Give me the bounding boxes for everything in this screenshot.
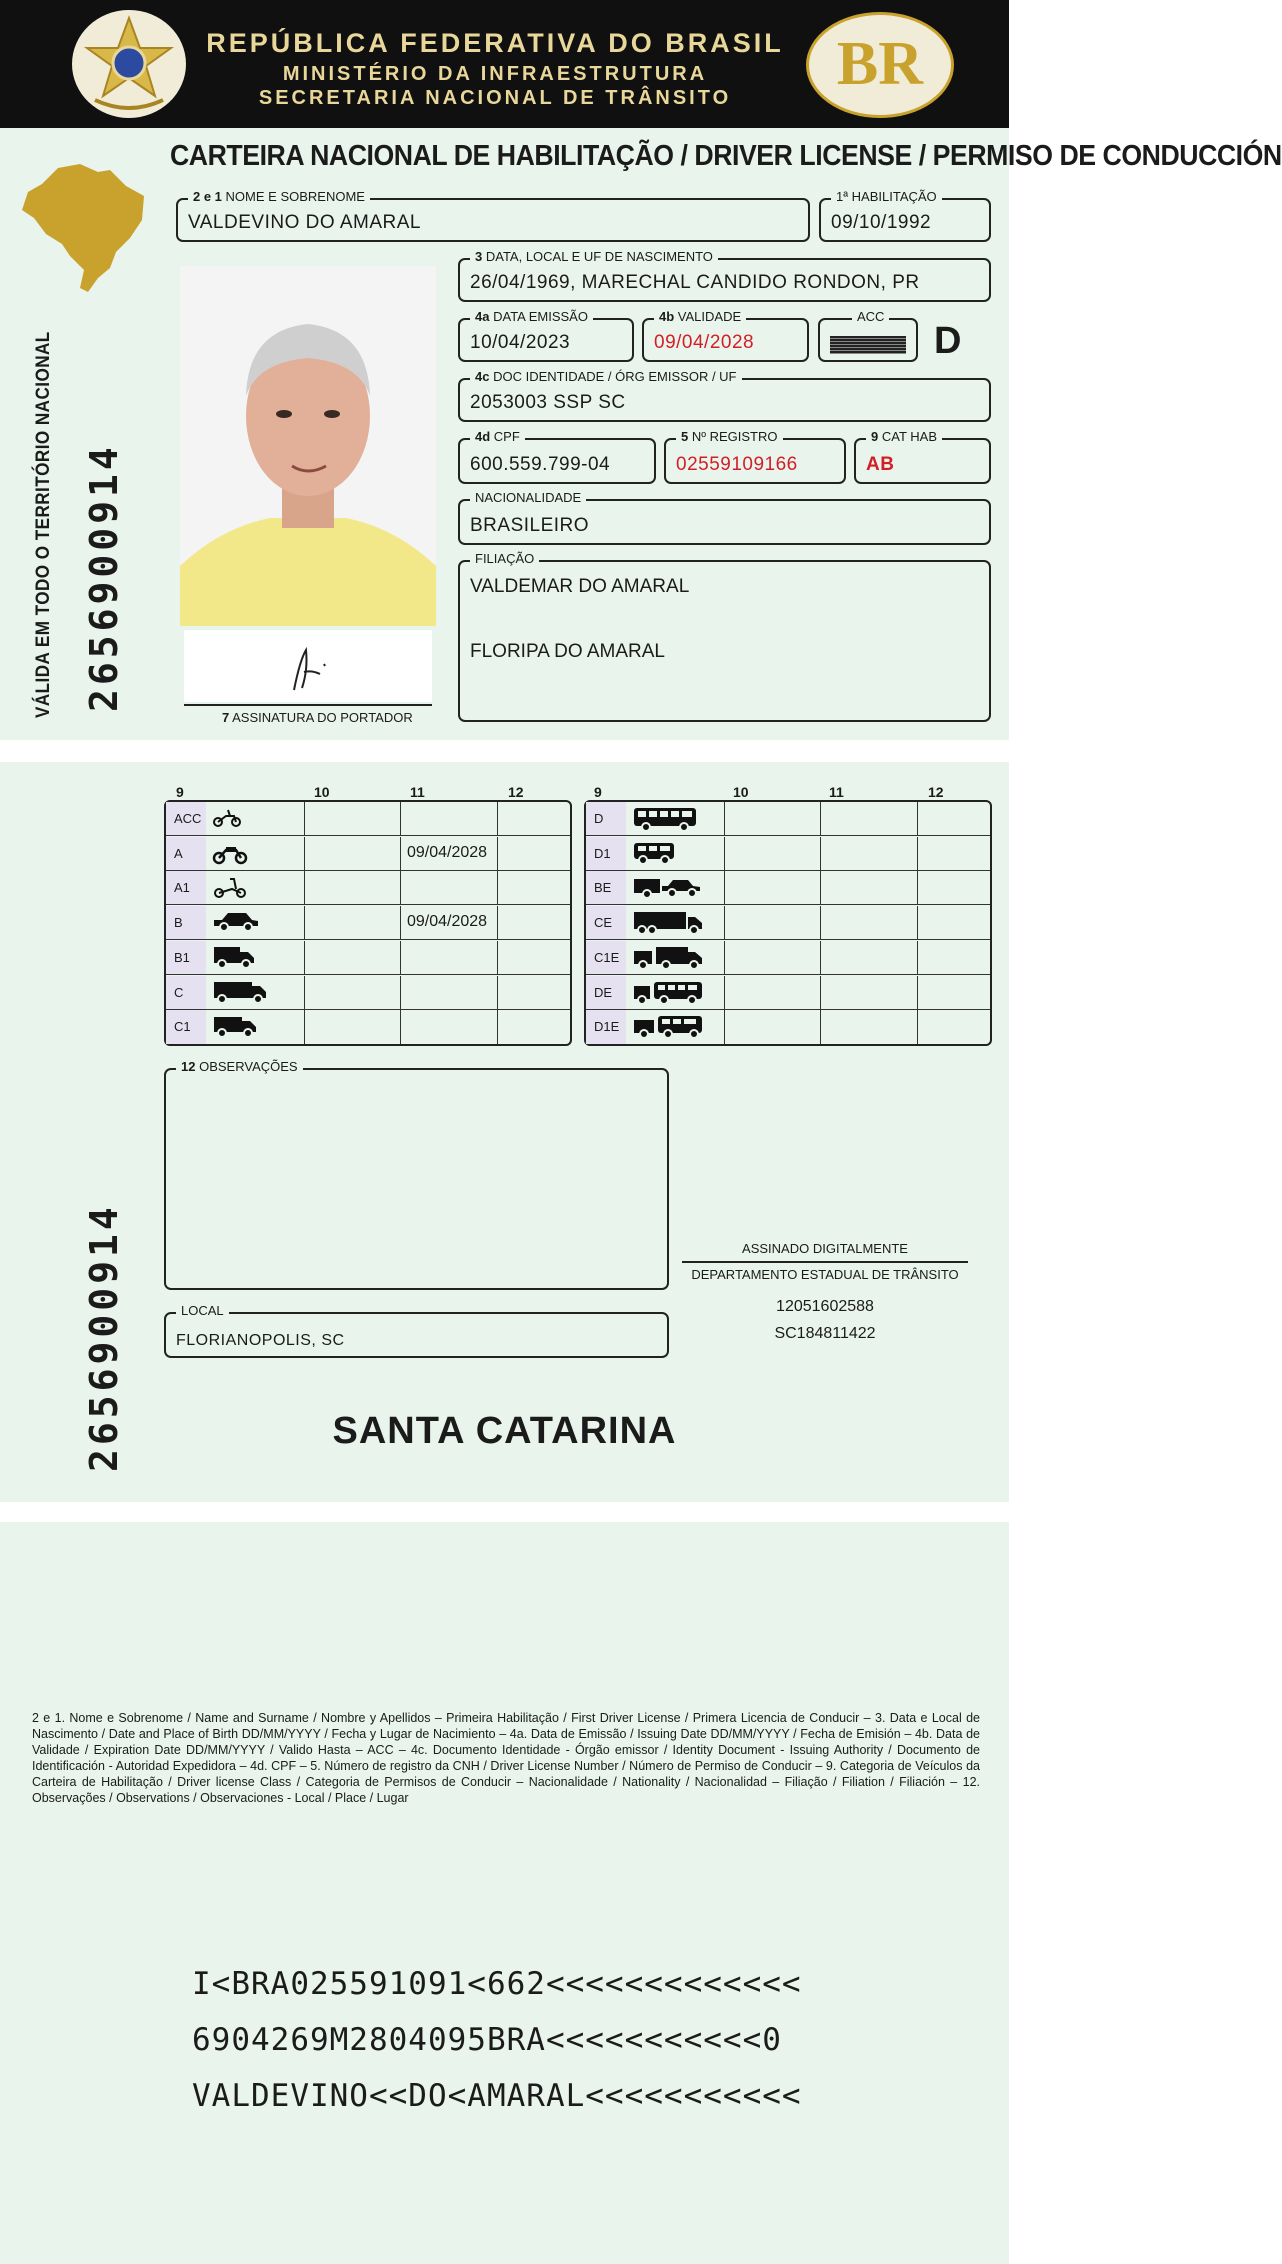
state-name: SANTA CATARINA — [332, 1410, 677, 1452]
category-row-a1 — [166, 871, 570, 905]
field-cpf-value: 600.559.799-04 — [470, 454, 611, 475]
field-local-label: LOCAL — [176, 1303, 229, 1318]
category-cell-col12 — [917, 941, 994, 974]
category-cell-col12 — [497, 906, 574, 939]
field-name — [176, 189, 810, 242]
acc-barcode — [830, 336, 906, 354]
signed-digitally: ASSINADO DIGITALMENTE — [742, 1241, 908, 1256]
signature-area — [184, 630, 432, 702]
category-cell-col11 — [820, 976, 917, 1009]
category-cell-col10 — [304, 906, 400, 939]
field-cat-hab-num: 9 — [871, 429, 879, 444]
coat-of-arms-seal — [70, 8, 188, 120]
category-cell-col11 — [820, 906, 917, 939]
auth-code-1: 12051602588 — [776, 1298, 874, 1315]
field-filiation — [458, 551, 991, 722]
field-birth-value: 26/04/1969, MARECHAL CANDIDO RONDON, PR — [470, 272, 920, 293]
category-row-de — [586, 976, 990, 1010]
category-cell-col11 — [820, 1010, 917, 1044]
category-row-c — [166, 976, 570, 1010]
category-cell-col10 — [304, 802, 400, 835]
category-code: C — [174, 984, 184, 1000]
category-cell-col10 — [304, 941, 400, 974]
right-col-12: 12 — [928, 784, 944, 800]
left-col-12: 12 — [508, 784, 524, 800]
category-cell-col12 — [497, 1010, 574, 1044]
field-cpf-label: CPF — [493, 429, 520, 444]
field-birth-label: DATA, LOCAL E UF DE NASCIMENTO — [485, 249, 713, 264]
left-col-10: 10 — [314, 784, 330, 800]
motorcycle-icon — [212, 841, 248, 870]
category-cell-col12 — [497, 837, 574, 870]
category-cell-col10 — [724, 906, 820, 939]
scooter-icon — [212, 875, 248, 904]
category-row-acc — [166, 802, 570, 836]
field-first-license-label: 1ª HABILITAÇÃO — [831, 189, 942, 204]
field-birth-num: 3 — [475, 249, 483, 264]
category-row-c1 — [166, 1010, 570, 1044]
field-acc-label: ACC — [852, 309, 889, 324]
category-code: D1E — [594, 1019, 620, 1035]
left-col-11: 11 — [410, 784, 425, 800]
category-table-left — [164, 800, 572, 1046]
field-first-license — [819, 189, 991, 242]
field-observations-label: OBSERVAÇÕES — [199, 1059, 298, 1074]
category-cell-col10 — [724, 976, 820, 1009]
category-letter: D — [934, 320, 962, 362]
category-cell-col10 — [304, 976, 400, 1009]
field-doc-id-num: 4c — [475, 369, 490, 384]
category-row-d — [586, 802, 990, 836]
category-cell-col12 — [497, 941, 574, 974]
category-cell-col12 — [917, 906, 994, 939]
category-cell-col12 — [497, 976, 574, 1009]
category-cell-col11 — [400, 906, 497, 939]
category-cell-col11 — [820, 837, 917, 870]
right-col-10: 10 — [733, 784, 749, 800]
category-cell-col12 — [917, 976, 994, 1009]
field-doc-id-value: 2053003 SSP SC — [470, 392, 626, 413]
brazil-map-icon — [18, 160, 148, 295]
category-cell-col10 — [724, 837, 820, 870]
signature-label — [222, 710, 413, 725]
field-issue-value: 10/04/2023 — [470, 332, 571, 353]
field-validity-label: VALIDADE — [677, 309, 742, 324]
auth-code-2: SC184811422 — [774, 1325, 876, 1342]
category-row-c1e — [586, 941, 990, 975]
category-cell-col11 — [400, 871, 497, 904]
car-icon — [212, 910, 260, 937]
category-code: D1 — [594, 845, 611, 861]
field-doc-id — [458, 369, 991, 422]
category-code-cell — [166, 837, 206, 870]
car-trailer-icon — [632, 875, 702, 904]
validity-note: VÁLIDA EM TODO O TERRITÓRIO NACIONAL — [33, 331, 54, 718]
category-code: D — [594, 811, 604, 826]
field-doc-id-label: DOC IDENTIDADE / ÓRG EMISSOR / UF — [493, 369, 737, 384]
category-code-cell — [166, 976, 206, 1009]
document-title: CARTEIRA NACIONAL DE HABILITAÇÃO / DRIVER LICENSE / PERMISO DE CONDUCCIÓN — [170, 140, 1282, 172]
category-cell-col11 — [820, 802, 917, 835]
category-code: C1 — [174, 1019, 191, 1035]
category-cell-col10 — [304, 837, 400, 870]
field-nationality-label: NACIONALIDADE — [470, 490, 586, 505]
truck-icon — [212, 980, 268, 1009]
header-ministry: MINISTÉRIO DA INFRAESTRUTURA — [282, 63, 708, 85]
category-cell-col12 — [917, 1010, 994, 1044]
moped-icon — [212, 806, 242, 833]
signature-line — [184, 704, 432, 706]
portrait-photo — [180, 266, 436, 626]
field-observations-num: 12 — [181, 1059, 196, 1074]
light-truck-trailer-icon — [632, 945, 704, 976]
right-col-11: 11 — [829, 784, 844, 800]
field-cat-hab-value: AB — [866, 454, 895, 475]
category-code: B1 — [174, 949, 190, 965]
truck-trailer-icon — [632, 910, 704, 941]
field-registry — [664, 429, 846, 484]
field-observations — [164, 1059, 669, 1290]
mrz-line-3: VALDEVINO<<DO<AMARAL<<<<<<<<<<< — [192, 2078, 802, 2114]
field-validity — [642, 309, 809, 362]
field-nationality-value: BRASILEIRO — [470, 515, 590, 536]
signature-num: 7 — [222, 710, 230, 725]
category-cell-col11 — [400, 802, 497, 835]
category-row-d1 — [586, 837, 990, 871]
mrz-line-1: I<BRA025591091<662<<<<<<<<<<<<< — [192, 1966, 802, 2002]
category-cell-col10 — [724, 1010, 820, 1044]
bus-trailer-icon — [632, 980, 704, 1011]
field-cat-hab-label: CAT HAB — [881, 429, 938, 444]
category-code: A1 — [174, 880, 190, 896]
field-birth — [458, 249, 991, 302]
field-validity-num: 4b — [659, 309, 675, 324]
category-cell-col10 — [724, 802, 820, 835]
category-code: BE — [594, 880, 612, 896]
category-code: ACC — [174, 811, 202, 826]
category-cell-col11 — [400, 976, 497, 1009]
category-cell-col10 — [304, 1010, 400, 1044]
category-code: A — [174, 845, 183, 861]
left-col-9: 9 — [176, 784, 184, 800]
field-acc — [818, 309, 918, 362]
field-local-value: FLORIANOPOLIS, SC — [176, 1332, 345, 1349]
field-registry-label: Nº REGISTRO — [691, 429, 778, 444]
category-row-ce — [586, 906, 990, 940]
field-issue-date — [458, 309, 634, 362]
filiation-father: VALDEMAR DO AMARAL — [470, 576, 690, 597]
field-name-label: NOME E SOBRENOME — [225, 189, 365, 204]
field-first-license-value: 09/10/1992 — [831, 212, 932, 233]
field-nationality — [458, 490, 991, 545]
mrz-line-2: 6904269M2804095BRA<<<<<<<<<<<0 — [192, 2022, 782, 2058]
category-cell-col10 — [724, 941, 820, 974]
signature-divider — [682, 1261, 968, 1263]
br-badge — [806, 12, 954, 118]
category-row-be — [586, 871, 990, 905]
field-issue-num: 4a — [475, 309, 490, 324]
category-cell-col11 — [400, 1010, 497, 1044]
category-row-a — [166, 837, 570, 871]
field-cat-hab — [854, 429, 991, 484]
category-code-cell — [166, 906, 206, 939]
field-registry-num: 5 — [681, 429, 689, 444]
category-code: C1E — [594, 949, 620, 965]
right-col-9: 9 — [594, 784, 602, 800]
department-name: DEPARTAMENTO ESTADUAL DE TRÂNSITO — [691, 1267, 959, 1282]
field-issue-label: DATA EMISSÃO — [493, 309, 588, 324]
field-local — [164, 1303, 669, 1358]
category-row-b — [166, 906, 570, 940]
category-cell-col12 — [917, 871, 994, 904]
category-validity-date: 09/04/2028 — [407, 843, 488, 861]
signature-label-text: ASSINATURA DO PORTADOR — [232, 710, 413, 725]
category-row-b1 — [166, 941, 570, 975]
bus-icon — [632, 806, 698, 837]
category-cell-col10 — [304, 871, 400, 904]
front-doc-number: 2656900914 — [82, 443, 126, 712]
category-cell-col10 — [724, 871, 820, 904]
field-legend: 2 e 1. Nome e Sobrenome / Name and Surname / Nombre y Apellidos – Primeira Habilitação / First Driver License / Primera Licencia de Conducir – 3. Data e Local de Nascimento / Date and Place of Birth DD/MM/YYYY / Fecha y Lugar de Nacimiento – 4a. Data de Emissão / Issuing Date DD/MM/YYYY / Fecha de Emisión – 4b. Data de Validade / Expiration Date DD/MM/YYYY / Valido Hasta – ACC – 4c. Documento Identidade - Órgão emissor / Identity Document - Issuing Authority / Documento de Identificación - Autoridad Expedidora – 4d. CPF – 5. Número de registro da CNH / Driver License Number / Número de Permiso de Conducir – 9. Categoria de Veículos da Carteira de Habilitação / Driver license Class / Categoria de Permisos de Conducir – Nacionalidade / Nationality / Nacionalidad – Filiação / Filiation / Filiación – 12. Observações / Observations / Observaciones - Local / Place / Lugar — [32, 1711, 980, 1805]
category-cell-col12 — [497, 871, 574, 904]
category-cell-col11 — [400, 837, 497, 870]
category-code: CE — [594, 915, 613, 931]
header-country: REPÚBLICA FEDERATIVA DO BRASIL — [206, 28, 784, 58]
minibus-icon — [632, 841, 676, 870]
category-validity-date: 09/04/2028 — [407, 913, 488, 931]
category-code: DE — [594, 984, 613, 1000]
category-code: B — [174, 915, 183, 931]
category-cell-col12 — [497, 802, 574, 835]
small-truck-icon — [212, 945, 256, 974]
field-cpf-num: 4d — [475, 429, 491, 444]
mrz-panel — [0, 1522, 1009, 2264]
light-truck-icon — [212, 1014, 258, 1043]
field-cpf — [458, 429, 656, 484]
minibus-trailer-icon — [632, 1014, 704, 1045]
field-validity-value: 09/04/2028 — [654, 332, 755, 353]
field-name-value: VALDEVINO DO AMARAL — [188, 212, 421, 233]
header-secretariat: SECRETARIA NACIONAL DE TRÂNSITO — [258, 87, 732, 109]
back-doc-number: 2656900914 — [82, 1203, 126, 1472]
category-cell-col12 — [917, 802, 994, 835]
category-cell-col11 — [400, 941, 497, 974]
field-name-num: 2 e 1 — [193, 189, 222, 204]
category-cell-col11 — [820, 941, 917, 974]
category-code-cell — [586, 802, 626, 835]
field-filiation-label: FILIAÇÃO — [470, 551, 539, 566]
category-cell-col11 — [820, 871, 917, 904]
category-table-right — [584, 800, 992, 1046]
category-row-d1e — [586, 1010, 990, 1044]
filiation-mother: FLORIPA DO AMARAL — [470, 641, 665, 662]
field-registry-value: 02559109166 — [676, 454, 798, 475]
br-badge-text: BR — [836, 30, 924, 98]
category-cell-col12 — [917, 837, 994, 870]
